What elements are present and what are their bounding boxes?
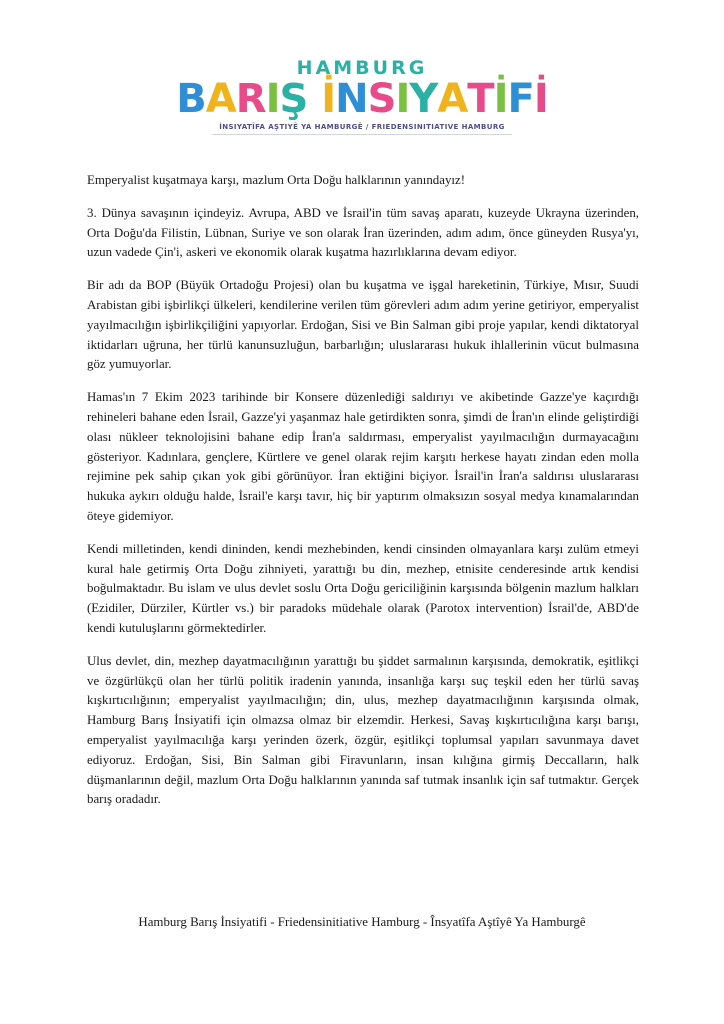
paragraph: Kendi milletinden, kendi dininden, kendi mezhebinden, kendi cinsinden olmayanlara karşı zulüm etmeyi kural hale getirmiş Orta Doğu zihniyeti, yarattığı bu din, mezhep, etnisite cenderesinde artık kendisi boğulmaktadır. Bu islam ve ulus devlet soslu Orta Doğu gericiliğinin karşısında bölgenin mazlum halkları (Ezidiler, Dürziler, Kürtler vs.) bir paradoks müdehale olarak (Parotox intervention) İsrail'de, ABD'de kendi kutuluşlarını görmektedirler. — [87, 541, 639, 635]
paragraph: 3. Dünya savaşının içindeyiz. Avrupa, ABD ve İsrail'in tüm savaş aparatı, kuzeyde Ukrayna üzerinden, Orta Doğu'da Filistin, Lübnan, Suriye ve son olarak İran üzerinden, adım adım, önce güneyden Rusya'yı, uzun vadede Çin'i, askeri ve ekonomik olarak kuşatma hazırlıklarına devam ediyor. — [87, 205, 639, 260]
logo-letter: N — [335, 76, 368, 122]
logo-divider — [212, 134, 512, 135]
organization-logo — [0, 58, 724, 135]
logo-letter: B — [176, 76, 206, 122]
logo-letter: R — [235, 76, 266, 122]
logo-letter: Y — [409, 76, 438, 122]
document-body — [87, 171, 639, 823]
logo-letter: İ — [321, 76, 336, 122]
logo-title — [0, 78, 724, 120]
logo-letter: A — [437, 76, 468, 122]
document-heading: Emperyalist kuşatmaya karşı, mazlum Orta Doğu halklarının yanındayız! — [87, 173, 466, 187]
logo-city-text: HAMBURG — [296, 57, 428, 79]
paragraph: Ulus devlet, din, mezhep dayatmacılığının yarattığı bu şiddet sarmalının karşısında, demokratik, eşitlikçi ve özgürlükçü olan her türlü politik iradenin yanında, insanlığa karşı suç teşkil eden her türlü savaş kışkırtıcılığının; emperyalist yayılmacılığın; din, ulus, mezhep dayatmacılığının karşısında olmak, Hamburg Barış İnsiyatifi için olmazsa olmaz bir elzemdir. Herkesi, Savaş kışkırtıcılığına karşı barışı, emperyalist yayılmacılığa karşı yerinden özerk, özgür, eşitlikçi toplumsal yapıları savunmaya davet ediyoruz. Erdoğan, Sisi, Bin Salman gibi Firavunların, insan kılığına girmiş Deccalların, halk düşmanlarının değil, mazlum Orta Doğu halklarının yanında saf tutmak insanlık için saf tutmaktır. Gerçek barış oradadır. — [87, 653, 639, 807]
paragraph: Bir adı da BOP (Büyük Ortadoğu Projesi) olan bu kuşatma ve işgal hareketinin, Türkiye, Mısır, Suudi Arabistan gibi işbirlikçi ülkeleri, kendilerine verilen tüm görevleri adım adım yerine getiriyor, emperyalist yayılmacılığın işbirlikçiliğini yapıyorlar. Erdoğan, Sisi ve Bin Salman gibi proje yapılar, kendi diktatoryal iktidarları uğruna, her türlü kanunsuzluğun, barbarlığın; uluslararası hukuk ihlallerinin vücut bulmasına göz yumuyorlar. — [87, 278, 639, 372]
paragraph: Hamas'ın 7 Ekim 2023 tarihinde bir Konsere düzenlediği saldırıyı ve akibetinde Gazze'ye kaçırdığı rehineleri bahane eden İsrail, Gazze'yi yaşanmaz hale getirdikten sonra, şimdi de İran'ın elinde geliştirdiği olası nükleer teknolojisini bahane edip İran'a saldırması, emperyalist yayılmacılığın durmayacağını gösteriyor. Kadınlara, gençlere, Kürtlere ve genel olarak rejim karşıtı herkese hayatı zindan eden molla rejimine pek sahip çıkan yok gibi görünüyor. İran ektiğini biçiyor. İsrail'in İran'a saldırısı uluslararası hukuka aykırı olduğu halde, İsrail'e karşı tavır, hiç bir yaptırım olmaksızın sosyal medya kınamalarından öteye gidemiyor. — [87, 390, 639, 523]
logo-letter: İ — [493, 76, 508, 122]
logo-letter: Ş — [279, 76, 308, 122]
logo-letter: S — [367, 76, 396, 122]
logo-letter — [307, 78, 321, 120]
logo-subtitle: İNSIYATÎFA AŞTIYÊ YA HAMBURGÊ / FRIEDENSINITIATIVE HAMBURG — [219, 123, 505, 131]
logo-letter: I — [265, 76, 280, 122]
document-footer: Hamburg Barış İnsiyatifi - Friedensinitiative Hamburg - Însyatîfa Aştîyê Ya Hamburgê — [138, 915, 586, 929]
logo-letter: F — [507, 76, 534, 122]
logo-letter: İ — [533, 76, 548, 122]
logo-letter: T — [467, 76, 494, 122]
logo-letter: I — [395, 76, 410, 122]
logo-letter: A — [205, 76, 236, 122]
